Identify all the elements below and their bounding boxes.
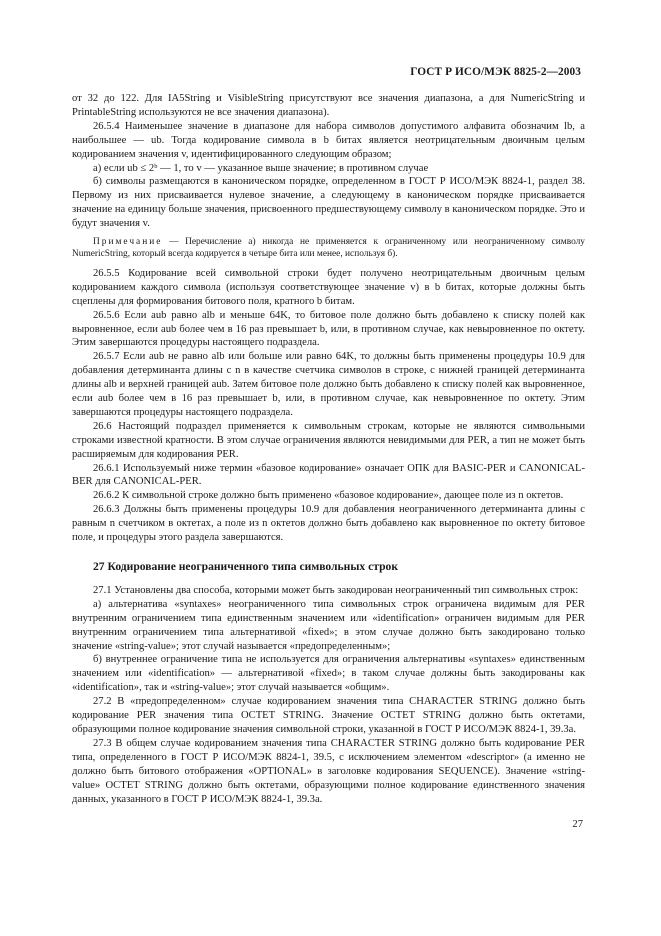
- paragraph-27-1: 27.1 Установлены два способа, которыми может быть закодирован неограниченный тип символьных строк:: [93, 584, 579, 596]
- paragraph-26-5-4: 26.5.4 Наименьшее значение в диапазоне для набора символов допустимого алфавита обозначим lb, а наибольшее — ub. Тогда кодирование символа в b битах является неотрицательным двоичным целым кодированием значения v, идентифицированного следующим образом;: [72, 120, 585, 160]
- list-item-a: а) если ub ≤ 2ᵇ — 1, то v — указанное выше значение; в противном случае: [93, 162, 429, 174]
- list-item-27-1-a: а) альтернатива «syntaxes» неограниченного типа символьных строк ограничена видимым для PER внутренним ограничением типа единственным значением или «identification» ограничен видимым для PER внутренним ограничением типа альтернативой «fixed»; в этом случае должно быть закодировано только значение «string-value»; этот случай называется «предопределенным»;: [72, 598, 585, 652]
- paragraph-26-5-7: 26.5.7 Если aub не равно alb или больше или равно 64K, то должны быть применены процедуры 10.9 для добавления детерминанта длины с n в качестве счетчика символов в строке, с нижней границей детерминанта длины alb и верхней границей aub. Затем битовое поле должно быть добавлено к списку полей как выровненное, если aub более чем в 16 раз превышает b, или, в противном случае, как невыровненное по октету. Этим завершаются процедуры настоящего подраздела.: [72, 351, 585, 418]
- paragraph-continuation: от 32 до 122. Для IA5String и VisibleString присутствуют все значения диапазона, а для NumericString и PrintableString используются не все значения диапазона).: [72, 93, 585, 118]
- section-heading-27: 27 Кодирование неограниченного типа символьных строк: [93, 560, 399, 573]
- paragraph-26-5-5: 26.5.5 Кодирование всей символьной строки будет получено неотрицательным двоичным целым кодированием каждого символа (используя соответствующее значение v) в b битах, которые должны быть сцеплены для формирования битового поля, кратного b битам.: [72, 267, 585, 307]
- paragraph-26-6: 26.6 Настоящий подраздел применяется к символьным строкам, которые не являются символьными строками известной кратности. В этом случае ограничения являются невидимыми для PER, а тип не может быть расширяемым для кодирования PER.: [72, 420, 585, 460]
- list-item-27-1-b: б) внутреннее ограничение типа не используется для ограничения альтернативы «syntaxes» единственным значением или «identification» — альтернативой «fixed»; в таком случае должны быть закодированы как «identification», так и «string-value»; этот случай называется «общим».: [72, 654, 585, 694]
- paragraph-26-6-1: 26.6.1 Используемый ниже термин «базовое кодирование» означает ОПК для BASIC-PER и CANONICAL-BER для CANONICAL-PER.: [72, 462, 585, 488]
- paragraph-27-3: 27.3 В общем случае кодированием значения типа CHARACTER STRING должно быть кодирование PER типа, определенного в ГОСТ Р ИСО/МЭК 8824-1, 39.5, с исключением элементом «descriptor» (а именно не должно быть битового отображения «OPTIONAL» в заголовке кодирования SEQUENCE). Значение «string-value» OCTET STRING должно быть октетами, образующими полное кодирование единственного значения данных, указанного в ГОСТ Р ИСО/МЭК 8824-1, 39.3а.: [72, 737, 585, 805]
- paragraph-26-5-6: 26.5.6 Если aub равно alb и меньше 64K, то битовое поле должно быть добавлено к списку полей как выровненное, если aub более чем в 16 раз превышает b, или, в противном случае, как невыровненное по октету. Этим завершаются процедуры настоящего подраздела.: [72, 309, 585, 349]
- note-label: Примечание: [93, 237, 163, 248]
- document-body: [72, 92, 585, 806]
- page-number: 27: [572, 819, 583, 830]
- note-text: — Перечисление а) никогда не применяется к ограниченному или неограниченному символу NumericString, который всегда кодируется в четыре бита или менее, используя б).: [72, 237, 585, 260]
- note: [72, 236, 585, 261]
- paragraph-27-2: 27.2 В «предопределенном» случае кодированием значения типа CHARACTER STRING должно быть кодирование PER значения типа OCTET STRING. Значение OCTET STRING должно быть октетами, образующими полное кодирование значения символьной строки, указанной в ГОСТ Р ИСО/МЭК 8824-1, 39.3а.: [72, 696, 585, 735]
- list-item-b: б) символы размещаются в каноническом порядке, определенном в ГОСТ Р ИСО/МЭК 8824-1, раздел 38. Первому из них присваивается нулевое значение, а следующему в каноническом порядке присваивается значение на единицу больше значения, присвоенного предшествующему символу в каноническом порядке. Это и будут значения v.: [72, 176, 585, 230]
- paragraph-26-6-2: 26.6.2 К символьной строке должно быть применено «базовое кодирование», дающее поле из n октетов.: [93, 490, 564, 502]
- page-header: ГОСТ Р ИСО/МЭК 8825-2—2003: [410, 66, 581, 78]
- paragraph-26-6-3: 26.6.3 Должны быть применены процедуры 10.9 для добавления неограниченного детерминанта длины с равным n счетчиком в октетах, а поле из n октетов должно быть добавлено как выровненное по октету битовое поле, и процедуры этого раздела завершаются.: [72, 504, 585, 544]
